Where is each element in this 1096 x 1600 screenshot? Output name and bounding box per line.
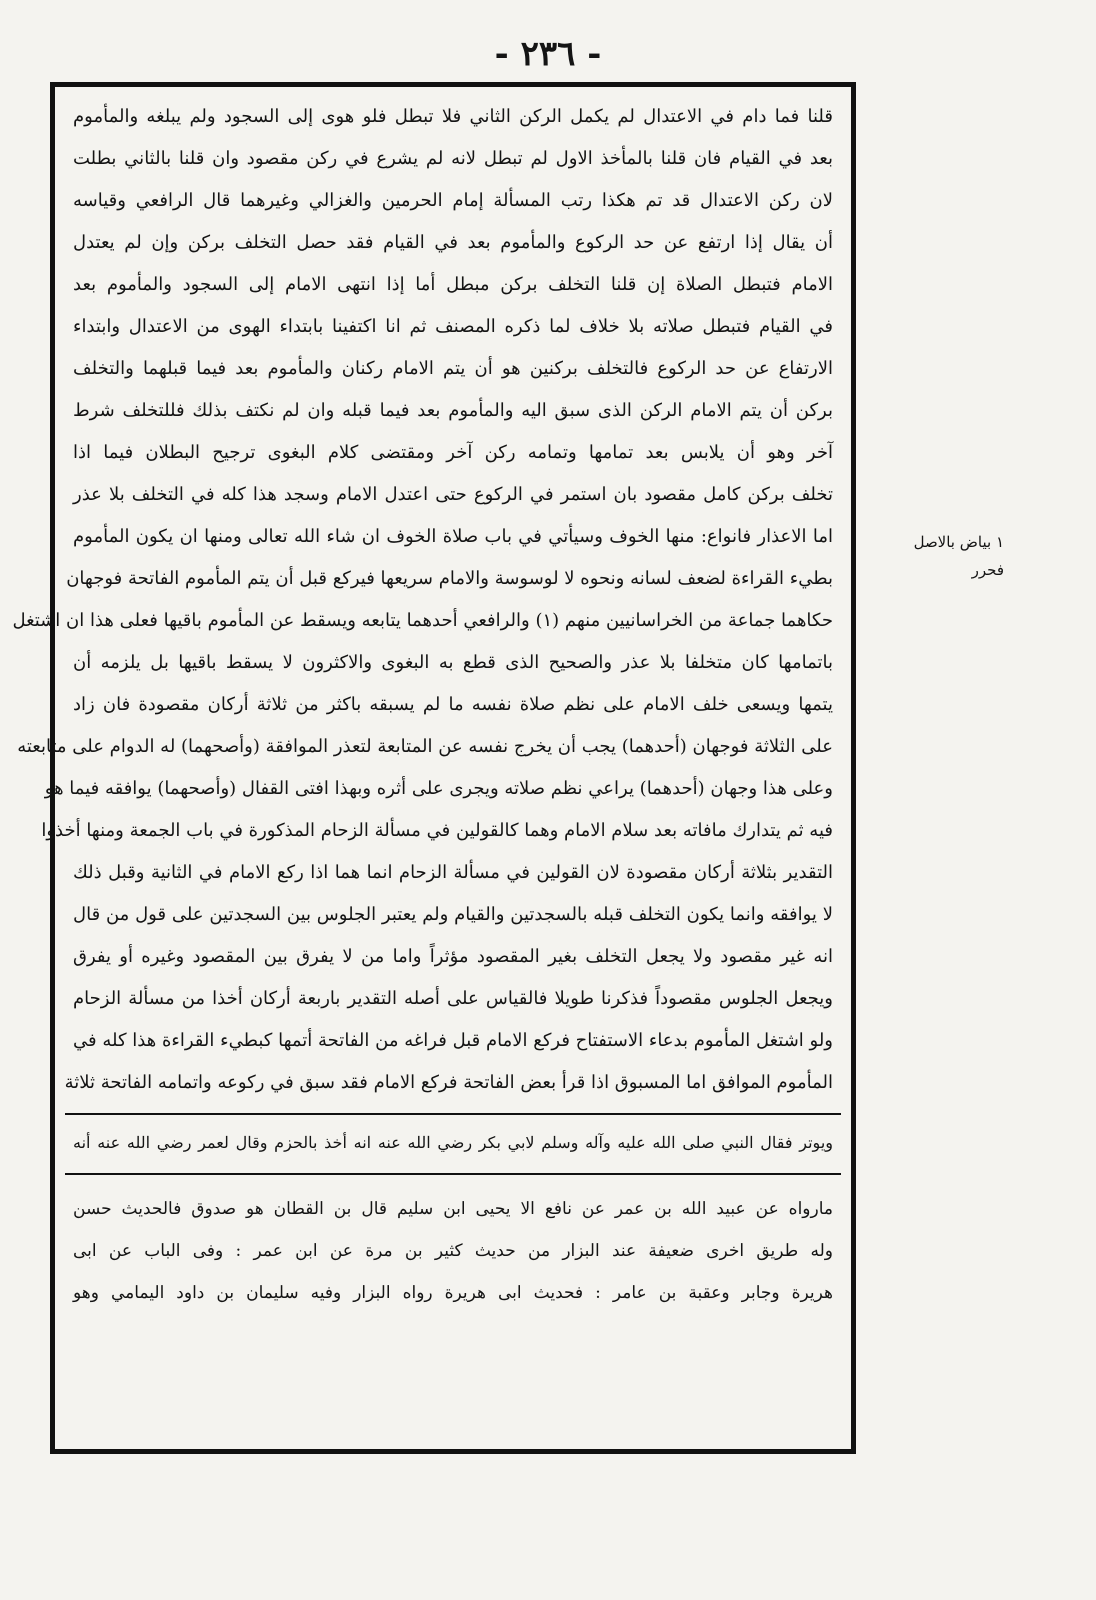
main-text-line: الامام فتبطل الصلاة إن قلنا التخلف بركن مبطل أما إذا انتهى الامام إلى السجود والمأموم بعد	[73, 274, 833, 295]
footnote-line: وله طريق اخرى ضعيفة عند البزار من حديث كثير بن مرة عن ابن عمر : وفى الباب عن ابى	[73, 1241, 833, 1261]
main-text-line: ولو اشتغل المأموم بدعاء الاستفتاح فركع الامام قبل فراغه من الفاتحة أتمها كبطيء القراءة هذا كله في	[73, 1030, 833, 1051]
main-text-line: المأموم الموافق اما المسبوق اذا قرأ بعض الفاتحة فركع الامام فقد سبق في ركوعه واتمامه الفاتحة ثلاثة	[64, 1072, 833, 1093]
page-number: - ٢٣٦ -	[494, 34, 602, 74]
main-text-line: بعد في القيام فان قلنا بالمأخذ الاول لم تبطل لانه لم يشرع في ركن مقصود وان قلنا بالثاني بطلت	[73, 148, 833, 169]
page-text-frame	[12, 82, 856, 1454]
main-text-line: على الثلاثة فوجهان (أحدهما) يجب أن يخرج نفسه عن المتابعة لتعذر الموافقة (وأصحهما) له الدوام على متابعته	[17, 736, 833, 757]
main-text-line: أن يقال إذا ارتفع عن حد الركوع والمأموم بعد في القيام فقد حصل التخلف بركن وإن لم يعتدل	[73, 232, 833, 253]
divider-rule	[65, 1113, 841, 1115]
main-text-line: يتمها ويسعى خلف الامام على نظم صلاة نفسه ما لم يسبقه باكثر من ثلاثة أركان مقصودة فان زاد	[73, 694, 833, 715]
divider-rule	[65, 1173, 841, 1175]
main-text-line: تخلف بركن كامل مقصود بان استمر في الركوع حتى اعتدل الامام وسجد هذا كله في التخلف بلا عذر	[73, 484, 833, 505]
main-text-line: آخر وهو أن يلابس بعد تمامها وتمامه ركن آخر ومقتضى كلام البغوى ترجيح البطلان فيما اذا	[73, 442, 833, 463]
main-text-line: اما الاعذار فانواع: منها الخوف وسيأتي في باب صلاة الخوف ان شاء الله تعالى ومنها ان يكون المأموم	[73, 526, 833, 547]
main-text-line: لان ركن الاعتدال قد تم هكذا رتب المسألة إمام الحرمين والغزالي وغيرهما قال الرافعي وقياسه	[73, 190, 833, 211]
main-text-line: وعلى هذا وجهان (أحدهما) يراعي نظم صلاته ويجرى على أثره وبهذا افتى القفال (وأصحهما) يوافقه فيما هو	[44, 778, 833, 799]
main-text-line: لا يوافقه وانما يكون التخلف قبله بالسجدتين والقيام ولم يعتبر الجلوس بين السجدتين على قول من قال	[73, 904, 833, 925]
main-text-line: بطيء القراءة لضعف لسانه ونحوه لا لوسوسة والامام سريعها فيركع قبل أن يتم المأموم الفاتحة فوجهان	[66, 568, 833, 589]
footnote-line: مارواه عن عبيد الله بن عمر عن نافع الا يحيى ابن سليم قال بن القطان هو صدوق فالحديث حسن	[73, 1199, 833, 1219]
middle-note-line: ويوتر فقال النبي صلى الله عليه وآله وسلم لابي بكر رضي الله عنه انه أخذ بالحزم وقال لعمر رضي الله عنه أنه	[73, 1133, 834, 1152]
main-text-line: فيه ثم يتدارك مافاته بعد سلام الامام وهما كالقولين في مسألة الزحام المذكورة في باب الجمعة ومنها أخذوا	[41, 820, 833, 841]
margin-note-first-line	[868, 528, 1004, 556]
main-text-line: التقدير بثلاثة أركان مقصودة لان القولين في مسألة الزحام انما هما اذا ركع الامام في الثانية وقبل ذلك	[73, 862, 833, 883]
main-text-line: في القيام فتبطل صلاته بلا خلاف لما ذكره المصنف ثم انا اكتفينا بابتداء الهوى من الاعتدال وابتداء	[73, 316, 833, 337]
main-text-line: باتمامها كان متخلفا بلا عذر والصحيح الذى قطع به البغوى والاكثرون لا يسقط باقيها بل يلزمه أن	[73, 652, 833, 673]
main-text-line: حكاهما جماعة من الخراسانيين منهم (١) والرافعي أحدهما يتابعه ويسقط عن المأموم باقيها فعلى هذا ان اشتغل	[12, 610, 833, 631]
main-text-line: بركن أن يتم الامام الركن الذى سبق اليه والمأموم بعد فيما قبله وان لم نكتف بذلك فللتخلف شرط	[73, 400, 833, 421]
main-text-line: ويجعل الجلوس مقصوداً فذكرنا طويلا فالقياس على أصله التقدير باربعة أركان أخذا من مسألة الزحام	[73, 988, 833, 1009]
main-text-line: الارتفاع عن حد الركوع فالتخلف بركنين هو أن يتم الامام ركنان والمأموم بعد فيما قبلهما والتخلف	[73, 358, 833, 379]
main-text-line: انه غير مقصود ولا يجعل التخلف بغير المقصود مؤثراً واما من لا يفرق بين المقصود وغيره أو يفرق	[73, 946, 833, 967]
margin-note-number: ١	[995, 533, 1004, 551]
margin-note	[868, 528, 1004, 584]
margin-note-second-line: فحرر	[971, 561, 1004, 579]
main-text-line: قلنا فما دام في الاعتدال لم يكمل الركن الثاني فلا تبطل فلو هوى إلى السجود ولم يبلغه والمأموم	[73, 106, 833, 127]
footnote-line: هريرة وجابر وعقبة بن عامر : فحديث ابى هريرة رواه البزار وفيه سليمان بن داود اليمامي وهو	[73, 1283, 833, 1303]
margin-note-text: بياض بالاصل	[913, 533, 992, 551]
